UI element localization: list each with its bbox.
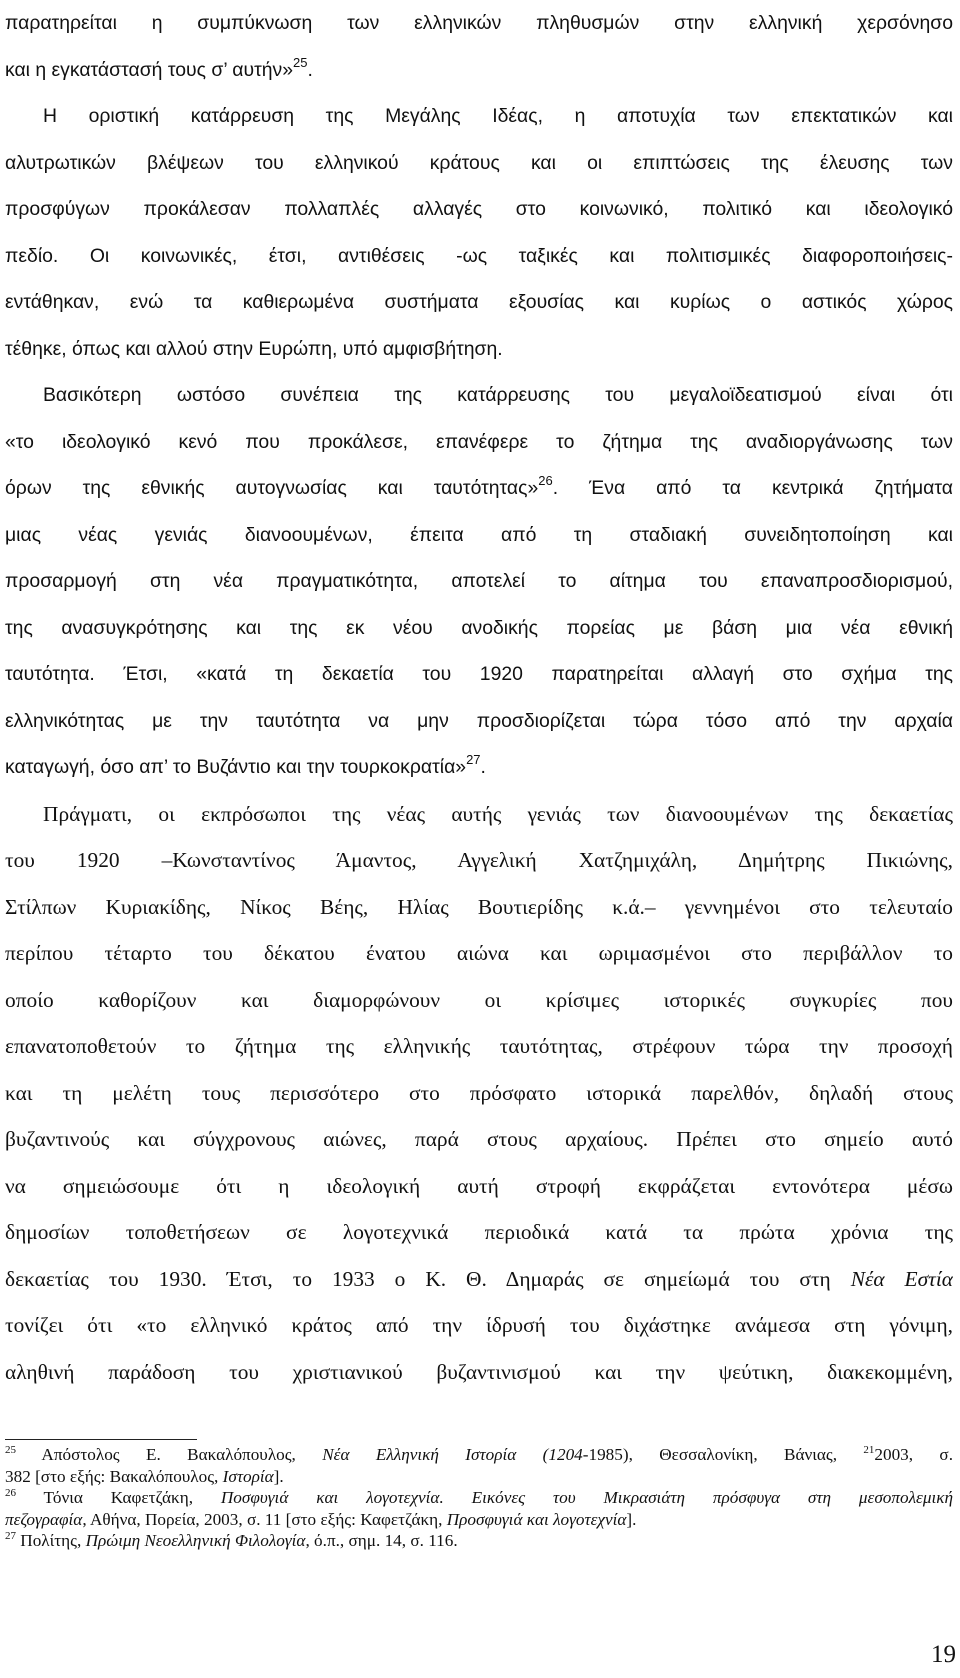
text-line-content: Βασικότερη ωστόσο συνέπεια της κατάρρευσης του μεγαλοϊδεατισμού είναι ότι: [43, 384, 953, 406]
text-line-content: μιας νέας γενιάς διανοουμένων, έπειτα από τη σταδιακή συνειδητοποίηση και: [5, 523, 953, 546]
text-line-content: καταγωγή, όσο απ’ το Βυζάντιο και την τουρκοκρατία»: [5, 756, 467, 778]
text-line-content: ταυτότητα. Έτσι, «κατά τη δεκαετία του 1920 παρατηρείται αλλαγή στο σχήμα της: [5, 663, 953, 685]
book-title: πεζογραφία: [5, 1509, 83, 1529]
text-line-content: περίπου τέταρτο του δέκατου ένατου αιώνα και ωριμασμένοι στο περιβάλλον το: [5, 941, 953, 965]
text-line: [5, 744, 953, 791]
footnote-text: Τόνια Καφετζάκη,: [16, 1488, 221, 1507]
footnote-line: [5, 1530, 953, 1552]
text-line-content: δεκαετίας του 1930. Έτσι, το 1933 ο Κ. Θ. Δημαράς σε σημείωμά του στη: [5, 1266, 851, 1291]
text-line-content: αλυτρωτικών βλέψεων του ελληνικού κράτους και οι επιπτώσεις της έλευσης των: [5, 151, 953, 174]
text-line: [5, 977, 953, 1024]
text-line: [5, 326, 953, 373]
text-line: [5, 0, 953, 47]
text-line: [5, 884, 953, 931]
footnote-number: 26: [5, 1487, 16, 1499]
footnotes: [5, 1444, 953, 1552]
text-line: [5, 1070, 953, 1117]
footnote-ref-26[interactable]: 26: [538, 473, 553, 488]
footnote-ref-27[interactable]: 27: [466, 752, 481, 767]
text-line: [5, 419, 953, 466]
footnote-text: ].: [273, 1466, 284, 1486]
text-line: [5, 186, 953, 233]
paragraph-3: [5, 372, 953, 791]
text-line-content: «το ιδεολογικό κενό που προκάλεσε, επανέφερε το ζήτημα της αναδιοργάνωσης των: [5, 430, 953, 453]
book-title: Νέα Ελληνική Ιστορία (1204: [322, 1445, 583, 1464]
text-line: [5, 791, 953, 838]
footnote-line: [5, 1509, 953, 1531]
book-title: Πρώιμη Νεοελληνική Φιλολογία: [85, 1531, 306, 1550]
text-line-content: οποίο καθορίζουν και διαμορφώνουν οι κρίσιμες ιστορικές συγκυρίες που: [5, 987, 953, 1012]
text-line-content: αληθινή παράδοση του χριστιανικού βυζαντινισμού και την ψεύτικη, διακεκομμένη,: [5, 1359, 953, 1384]
footnote-26: [5, 1487, 953, 1530]
text-line-content: και τη μελέτη τους περισσότερο στο πρόσφατο ιστορικά παρελθόν, δηλαδή στους: [5, 1080, 953, 1105]
footnote-separator: [5, 1439, 197, 1440]
footnote-text: Πολίτης,: [16, 1531, 86, 1550]
text-line-content: επανατοποθετούν το ζήτημα της ελληνικής ταυτότητας, στρέφουν τώρα την προσοχή: [5, 1034, 953, 1058]
text-line-content: .: [307, 58, 313, 81]
text-line-content: .: [480, 756, 486, 778]
footnote-27: [5, 1530, 953, 1552]
footnote-text: 382 [στο εξής: Βακαλόπουλος,: [5, 1466, 223, 1486]
text-line: [5, 1256, 953, 1303]
text-line-content: δημοσίων τοποθετήσεων σε λογοτεχνικά περιοδικά κατά τα πρώτα χρόνια της: [5, 1220, 953, 1244]
text-line: [5, 1163, 953, 1210]
text-line-content: βυζαντινούς και σύγχρονους αιώνες, παρά στους αρχαίους. Πρέπει στο σημείο αυτό: [5, 1127, 953, 1151]
journal-title: Νέα Εστία: [850, 1266, 953, 1291]
edition-superscript: 21: [863, 1444, 875, 1456]
footnote-line: [5, 1444, 953, 1466]
text-line-content: προσαρμογή στη νέα πραγματικότητα, αποτελεί το αίτημα του επαναπροσδιορισμού,: [5, 570, 953, 592]
footnote-ref-25[interactable]: 25: [293, 54, 308, 70]
text-line: [5, 1209, 953, 1256]
footnote-text: , ό.π., σημ. 14, σ. 116.: [305, 1531, 458, 1550]
text-line: [5, 930, 953, 977]
paragraph-2: [5, 93, 953, 372]
footnote-25: [5, 1444, 953, 1487]
body-text: [5, 0, 953, 1395]
footnote-text: 2003, σ.: [874, 1445, 953, 1464]
footnote-line: [5, 1487, 953, 1509]
text-line: [5, 47, 953, 94]
text-line-content: . Ένα από τα κεντρικά ζητήματα: [552, 477, 953, 499]
paragraph-4: [5, 791, 953, 1396]
footnote-text: -1985), Θεσσαλονίκη, Βάνιας,: [582, 1445, 864, 1464]
text-line: [5, 698, 953, 745]
text-line-content: και η εγκατάστασή τους σ’ αυτήν»: [5, 58, 294, 81]
book-title: Προσφυγιά και λογοτεχνία: [446, 1509, 627, 1529]
footnote-number: 27: [5, 1530, 16, 1542]
text-line: [5, 651, 953, 698]
text-line-content: τονίζει ότι «το ελληνικό κράτος από την ίδρυσή του διχάστηκε ανάμεσα στη γόνιμη,: [5, 1313, 953, 1337]
text-line-content: να σημειώσουμε ότι η ιδεολογική αυτή στροφή εκφράζεται εντονότερα μέσω: [5, 1173, 953, 1198]
book-title: Ιστορία: [222, 1466, 274, 1486]
text-line: [5, 558, 953, 605]
text-line-content: ελληνικότητας με την ταυτότητα να μην προσδιορίζεται τώρα τόσο από την αρχαία: [5, 709, 953, 732]
text-line: [5, 279, 953, 326]
text-line: [5, 93, 953, 140]
text-line-content: προσφύγων προκάλεσαν πολλαπλές αλλαγές στο κοινωνικό, πολιτικό και ιδεολογικό: [5, 198, 953, 220]
text-line: [5, 1116, 953, 1163]
text-line: [5, 140, 953, 187]
footnote-text: Απόστολος Ε. Βακαλόπουλος,: [16, 1445, 323, 1464]
text-line-content: του 1920 –Κωνσταντίνος Άμαντος, Αγγελική Χατζημιχάλη, Δημήτρης Πικιώνης,: [5, 848, 953, 872]
text-line-content: Στίλπων Κυριακίδης, Νίκος Βέης, Ηλίας Βουτιερίδης κ.ά.– γεννημένοι στο τελευταίο: [5, 894, 953, 919]
text-line: [5, 1023, 953, 1070]
text-line: [5, 233, 953, 280]
page-number: 19: [931, 1641, 956, 1668]
text-line-content: Η οριστική κατάρρευση της Μεγάλης Ιδέας, η αποτυχία των επεκτατικών και: [43, 105, 953, 127]
text-line-content: τέθηκε, όπως και αλλού στην Ευρώπη, υπό αμφισβήτηση.: [5, 337, 503, 360]
footnote-text: ].: [626, 1509, 637, 1529]
footnote-line: [5, 1466, 953, 1488]
text-line-content: πεδίο. Οι κοινωνικές, έτσι, αντιθέσεις -ως ταξικές και πολιτισμικές διαφοροποιήσεις-: [5, 244, 953, 267]
text-line: [5, 837, 953, 884]
text-line: [5, 465, 953, 512]
footnote-text: , Αθήνα, Πορεία, 2003, σ. 11 [στο εξής: Καφετζάκη,: [82, 1509, 447, 1529]
text-line-content: όρων της εθνικής αυτογνωσίας και ταυτότητας»: [5, 477, 539, 499]
text-line-content: παρατηρείται η συμπύκνωση των ελληνικών πληθυσμών στην ελληνική χερσόνησο: [5, 12, 953, 34]
text-line-content: εντάθηκαν, ενώ τα καθιερωμένα συστήματα εξουσίας και κυρίως ο αστικός χώρος: [5, 291, 953, 313]
text-line: [5, 372, 953, 419]
text-line-content: της ανασυγκρότησης και της εκ νέου ανοδικής πορείας με βάση μια νέα εθνική: [5, 616, 953, 639]
text-line: [5, 1302, 953, 1349]
book-title: Ποσφυγιά και λογοτεχνία. Εικόνες του Μικρασιάτη πρόσφυγα στη μεσοπολεμική: [220, 1488, 953, 1507]
text-line-content: Πράγματι, οι εκπρόσωποι της νέας αυτής γενιάς των διανοουμένων της δεκαετίας: [43, 801, 953, 826]
text-line: [5, 605, 953, 652]
paragraph-1: [5, 0, 953, 93]
text-line: [5, 1349, 953, 1396]
text-line: [5, 512, 953, 559]
footnote-number: 25: [5, 1444, 16, 1456]
